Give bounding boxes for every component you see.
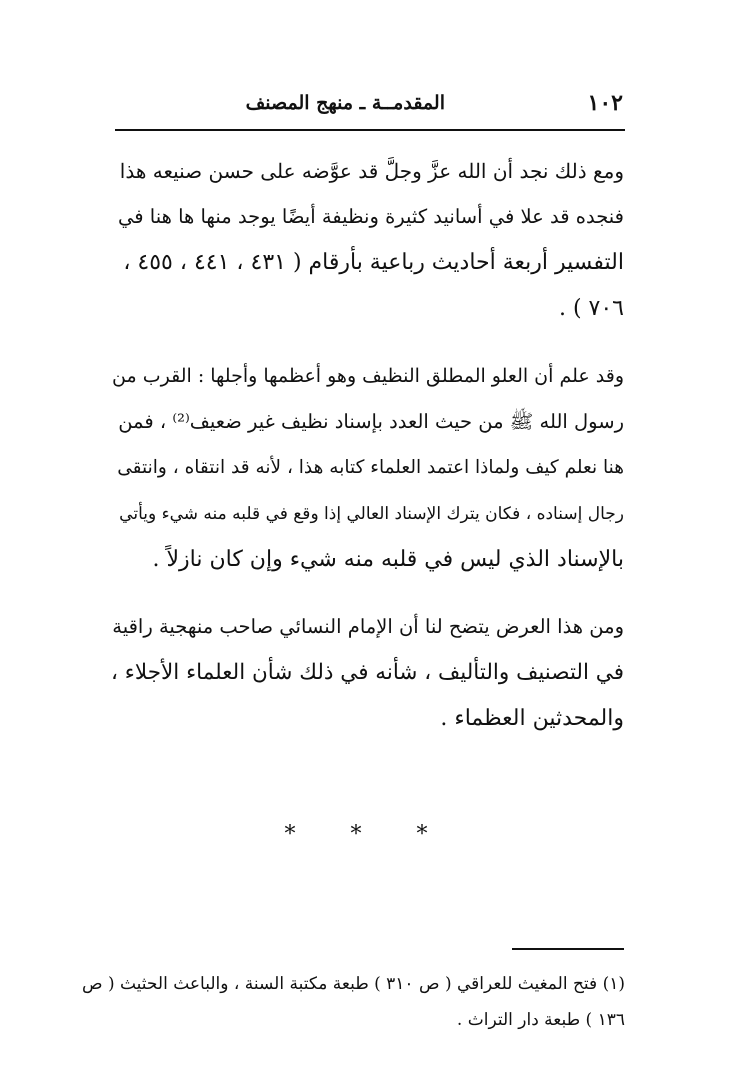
text-line: التفسير أربعة أحاديث رباعية بأرقام ( ٤٣١ ، ٤٤١ ، ٤٥٥ ، <box>123 250 624 275</box>
text-line: رسول الله ﷺ من حيث العدد بإسناد نظيف غير ضعيف⁽²⁾ ، فمن <box>118 410 624 433</box>
section-separator: * * * <box>284 822 452 847</box>
running-title: المقدمــة ـ منهج المصنف <box>245 92 445 114</box>
text-line: هنا نعلم كيف ولماذا اعتمد العلماء كتابه هذا ، لأنه قد انتقاه ، وانتقى <box>117 457 624 478</box>
paragraph-1 <box>112 148 624 332</box>
text-line: في التصنيف والتأليف ، شأنه في ذلك شأن العلماء الأجلاء ، <box>111 660 624 685</box>
text-line: والمحدثين العظماء . <box>440 706 624 731</box>
footnotes <box>80 966 625 1038</box>
header-rule <box>115 129 625 131</box>
text-line: فنجده قد علا في أسانيد كثيرة ونظيفة أيضًا يوجد منها ها هنا في <box>117 205 624 228</box>
text-line: بالإسناد الذي ليس في قلبه منه شيء وإن كان نازلاً . <box>152 547 624 572</box>
paragraph-3 <box>112 604 624 742</box>
footnote-line: ١٣٦ ) طبعة دار التراث . <box>456 1010 625 1030</box>
text-line: ٧٠٦ ) . <box>558 296 624 321</box>
text-line: ومع ذلك نجد أن الله عزَّ وجلَّ قد عوَّضه على حسن صنيعه هذا <box>119 159 624 183</box>
page-header <box>115 88 623 124</box>
footnote-line: (١) فتح المغيث للعراقي ( ص ٣١٠ ) طبعة مكتبة السنة ، والباعث الحثيث ( ص <box>81 974 625 994</box>
footnote-rule <box>512 948 624 950</box>
text-line: ومن هذا العرض يتضح لنا أن الإمام النسائي صاحب منهجية راقية <box>112 615 624 638</box>
body-text <box>112 148 624 742</box>
text-line: رجال إسناده ، فكان يترك الإسناد العالي إذا وقع في قلبه منه شيء ويأتي <box>119 504 624 524</box>
text-line: وقد علم أن العلو المطلق النظيف وهو أعظمها وأجلها : القرب من <box>112 365 624 387</box>
paragraph-2 <box>112 353 624 583</box>
page-number: ١٠٢ <box>587 90 623 116</box>
